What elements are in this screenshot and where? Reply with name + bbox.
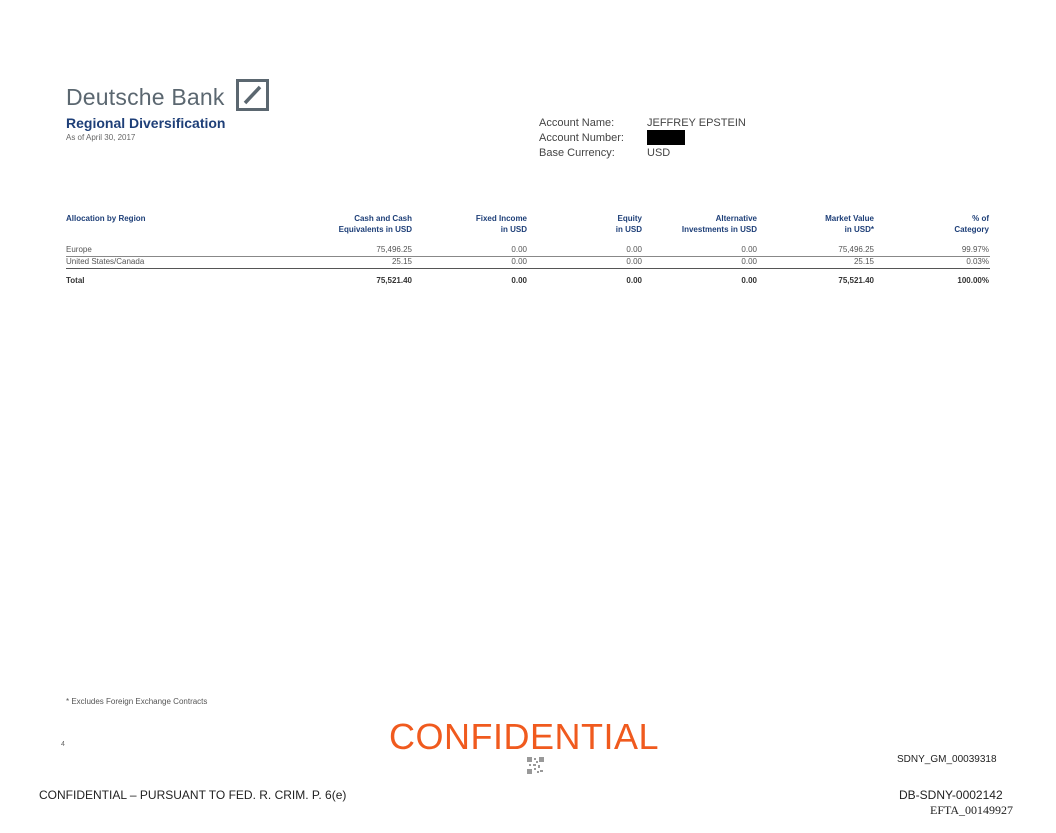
row-percent: 0.03% (966, 257, 989, 266)
redaction-block (647, 130, 685, 145)
account-number-label: Account Number: (539, 132, 624, 144)
row-fixed-income: 0.00 (511, 257, 527, 266)
column-header-equity: Equity in USD (615, 214, 642, 234)
qr-code-icon (527, 757, 544, 774)
column-header-region (66, 213, 146, 224)
document-title: Regional Diversification (66, 115, 226, 131)
column-header-fixed-income: Fixed Income in USD (475, 214, 527, 234)
column-header-market-value: Market Value in USD* (825, 214, 874, 234)
row-region: United States/Canada (66, 257, 145, 266)
row-equity: 0.00 (626, 245, 642, 254)
total-divider (66, 268, 990, 269)
deutsche-bank-logo-icon (236, 79, 269, 111)
bates-number-efta: EFTA_00149927 (930, 803, 1014, 817)
row-region: Europe (66, 245, 92, 254)
as-of-date: As of April 30, 2017 (66, 133, 136, 142)
total-fixed-income: 0.00 (511, 276, 527, 285)
row-market-value: 75,496.25 (838, 245, 874, 254)
row-fixed-income: 0.00 (511, 245, 527, 254)
total-percent: 100.00% (957, 276, 989, 285)
confidential-stamp: CONFIDENTIAL (389, 716, 660, 757)
row-cash: 75,496.25 (376, 245, 412, 254)
total-label: Total (66, 276, 85, 285)
row-cash: 25.15 (391, 257, 412, 266)
header-text: Allocation by Region (66, 214, 146, 223)
column-header-percent: % of Category (954, 214, 989, 234)
brand-name: Deutsche Bank (66, 84, 225, 110)
total-alternative: 0.00 (741, 276, 757, 285)
row-market-value: 25.15 (853, 257, 874, 266)
row-alternative: 0.00 (741, 257, 757, 266)
confidentiality-notice: CONFIDENTIAL – PURSUANT TO FED. R. CRIM. P. 6(e) (39, 788, 347, 802)
column-header-alternative: Alternative Investments in USD (681, 214, 757, 234)
base-currency-value: USD (647, 147, 671, 159)
total-equity: 0.00 (626, 276, 642, 285)
page-number: 4 (61, 741, 65, 748)
account-name-value: JEFFREY EPSTEIN (647, 117, 746, 129)
bates-number-gm: SDNY_GM_00039318 (897, 754, 997, 765)
row-percent: 99.97% (961, 245, 989, 254)
total-cash: 75,521.40 (376, 276, 412, 285)
total-market-value: 75,521.40 (838, 276, 874, 285)
row-alternative: 0.00 (741, 245, 757, 254)
footnote: * Excludes Foreign Exchange Contracts (66, 697, 208, 706)
column-header-cash: Cash and Cash Equivalents in USD (338, 214, 412, 234)
bates-number-db: DB-SDNY-0002142 (899, 788, 1003, 802)
row-equity: 0.00 (626, 257, 642, 266)
account-name-label: Account Name: (539, 117, 615, 129)
base-currency-label: Base Currency: (539, 147, 615, 159)
